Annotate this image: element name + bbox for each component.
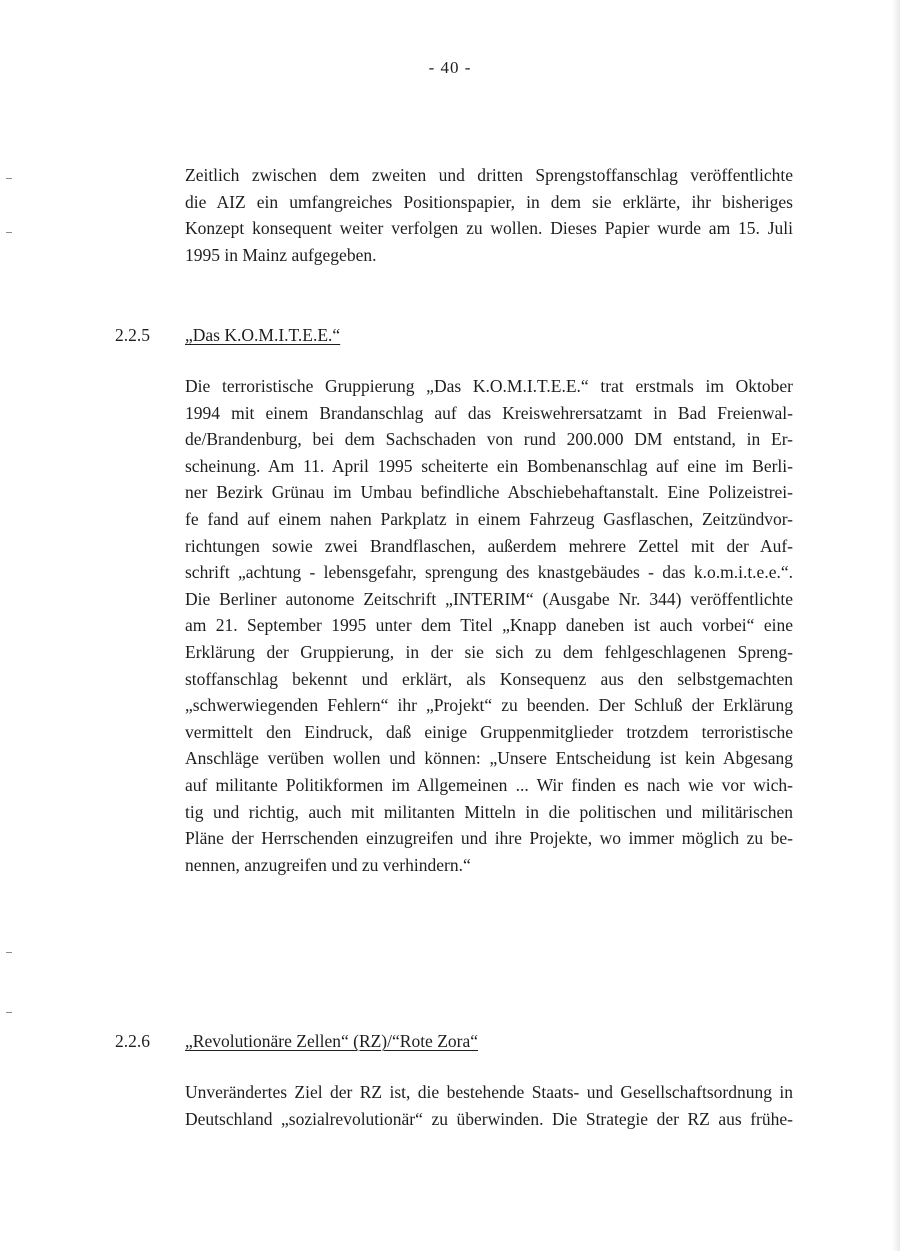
text-line: 1994 mit einem Brandanschlag auf das Kreiswehrersatzamt in Bad Freienwal- [185,402,793,423]
paragraph-komitee [185,373,793,878]
text-line: tig und richtig, auch mit militanten Mitteln in die politischen und militärischen [185,801,793,822]
paragraph-aiz [185,162,793,268]
text-line: fe fand auf einem nahen Parkplatz in einem Fahrzeug Gasflaschen, Zeitzündvor- [185,508,793,529]
text-line: Konzept konsequent weiter verfolgen zu wollen. Dieses Papier wurde am 15. Juli [185,218,793,239]
section-heading-2-2-5 [115,322,340,348]
text-line: vermittelt den Eindruck, daß einige Gruppenmitglieder trotzdem terroristische [185,721,793,742]
text-line: ner Bezirk Grünau im Umbau befindliche Abschiebehaftanstalt. Eine Polizeistrei- [185,482,793,503]
text-line: die AIZ ein umfangreiches Positionspapier, in dem sie erklärte, ihr bisheriges [185,191,793,212]
section-heading-2-2-6 [115,1028,478,1054]
text-line: Die Berliner autonome Zeitschrift „INTERIM“ (Ausgabe Nr. 344) veröffentlichte [185,588,793,609]
text-line: Zeitlich zwischen dem zweiten und dritten Sprengstoffanschlag veröffentlichte [185,165,793,185]
text-line: stoffanschlag bekennt und erklärt, als Konsequenz aus den selbstgemachten [185,668,793,689]
margin-mark [6,952,12,953]
margin-mark [6,1012,12,1013]
text-line: Unverändertes Ziel der RZ ist, die bestehende Staats- und Gesellschaftsordnung in [185,1082,793,1102]
text-line: „schwerwiegenden Fehlern“ ihr „Projekt“ zu beenden. Der Schluß der Erklärung [185,695,793,716]
text-line: Die terroristische Gruppierung „Das K.O.M.I.T.E.E.“ trat erstmals im Oktober [185,376,793,396]
text-line: Anschläge verüben wollen und können: „Unsere Entscheidung ist kein Abgesang [185,748,793,769]
text-line: de/Brandenburg, bei dem Sachschaden von rund 200.000 DM entstand, in Er- [185,429,793,450]
text-line: nennen, anzugreifen und zu verhindern.“ [185,854,471,875]
text-line: auf militante Politikformen im Allgemeinen ... Wir finden es nach wie vor wich- [185,774,793,795]
scan-edge-shadow [892,0,900,1251]
text-line: scheinung. Am 11. April 1995 scheiterte ein Bombenanschlag auf eine im Berli- [185,455,793,476]
section-title: „Revolutionäre Zellen“ (RZ)/“Rote Zora“ [185,1031,478,1051]
page-number: - 40 - [428,58,472,77]
section-title: „Das K.O.M.I.T.E.E.“ [185,325,341,345]
text-line: 1995 in Mainz aufgegeben. [185,244,377,265]
section-number: 2.2.6 [115,1031,150,1051]
text-line: Pläne der Herrschenden einzugreifen und ihre Projekte, wo immer möglich zu be- [185,828,793,849]
text-line: Deutschland „sozialrevolutionär“ zu überwinden. Die Strategie der RZ aus frühe- [185,1108,793,1129]
margin-mark [6,178,12,179]
text-line: schrift „achtung - lebensgefahr, sprengung des knastgebäudes - das k.o.m.i.t.e.e.“. [185,562,793,583]
margin-mark [6,232,12,233]
text-line: richtungen sowie zwei Brandflaschen, außerdem mehrere Zettel mit der Auf- [185,535,793,556]
section-number: 2.2.5 [115,325,150,345]
text-line: am 21. September 1995 unter dem Titel „Knapp daneben ist auch vorbei“ eine [185,615,793,636]
text-line: Erklärung der Gruppierung, in der sie sich zu dem fehlgeschlagenen Spreng- [185,641,793,662]
paragraph-rz [185,1079,793,1132]
